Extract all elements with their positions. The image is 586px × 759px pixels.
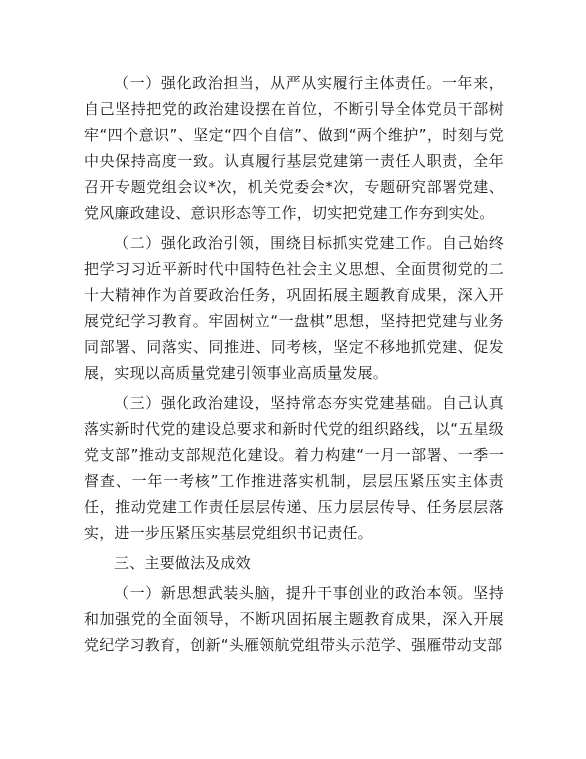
paragraph-2: （二）强化政治引领，围绕目标抓实党建工作。自己始终把学习习近平新时代中国特色社会主义思想、全面贯彻党的二十大精神作为首要政治任务，巩固拓展主题教育成果，深入开展党纪学习教育。牢固树立“一盘棋”思想，坚持把党建与业务同部署、同落实、同推进、同考核，坚定不移地抓党建、促发展，实现以高质量党建引领事业高质量发展。 [84, 234, 504, 382]
paragraph-1: （一）强化政治担当，从严从实履行主体责任。一年来，自己坚持把党的政治建设摆在首位，不断引导全体党员干部树牢“四个意识”、坚定“四个自信”、做到“两个维护”，时刻与党中央保持高度一致。认真履行基层党建第一责任人职责，全年召开专题党组会议*次，机关党委会*次，专题研究部署党建、党风廉政建设、意识形态等工作，切实把党建工作夯到实处。 [84, 74, 504, 222]
document-body [84, 70, 504, 658]
section-heading: 三、主要做法及成效 [114, 554, 251, 572]
paragraph-3: （三）强化政治建设，坚持常态夯实党建基础。自己认真落实新时代党的建设总要求和新时代党的组织路线，以“五星级党支部”推动支部规范化建设。着力构建“一月一部署、一季一督查、一年一考核”工作推进落实机制，层层压紧压实主体责任，推动党建工作责任层层传递、压力层层传导、任务层层落实，进一步压紧压实基层党组织书记责任。 [84, 394, 504, 542]
paragraph-4: （一）新思想武装头脑，提升干事创业的政治本领。坚持和加强党的全面领导，不断巩固拓展主题教育成果，深入开展党纪学习教育，创新“头雁领航党组带头示范学、强雁带动支部 [84, 584, 504, 654]
